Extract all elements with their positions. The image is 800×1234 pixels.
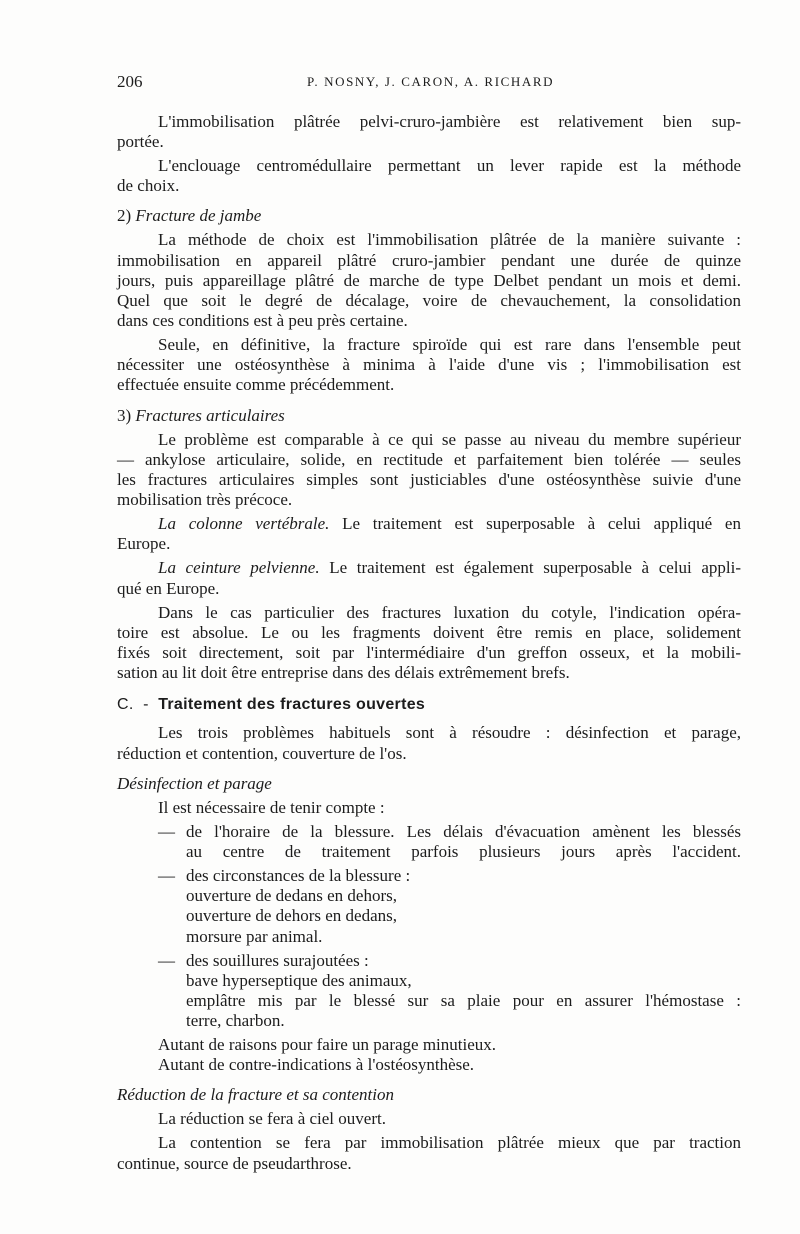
text: La méthode de choix est l'immobilisation plâtrée de la manière suivante : — [158, 230, 741, 250]
page-header — [117, 72, 741, 94]
text-line — [117, 355, 741, 375]
text-line — [117, 1055, 741, 1075]
text-line — [117, 971, 741, 991]
paragraph — [117, 112, 741, 152]
subsection-heading — [117, 774, 741, 794]
text-line — [117, 643, 741, 663]
text: Seule, en définitive, la fracture spiroïde qui est rare dans l'ensemble peut — [158, 335, 741, 355]
text: de l'horaire de la blessure. Les délais d'évacuation amènent les blessés — [186, 821, 741, 841]
text-line — [117, 558, 741, 578]
text: sation au lit doit être entreprise dans des délais extrêmement brefs. — [117, 663, 570, 683]
text-line — [117, 156, 741, 176]
text: ouverture de dedans en dehors, — [186, 886, 398, 906]
text-line — [117, 842, 741, 862]
text-line — [117, 1085, 741, 1105]
text-line — [117, 450, 741, 470]
text: nécessiter une ostéosynthèse à minima à l'aide d'une vis ; l'immobilisation est — [117, 355, 741, 375]
subsection-heading — [117, 206, 741, 226]
text-line — [117, 311, 741, 331]
running-head-authors: P. NOSNY, J. CARON, A. RICHARD — [307, 74, 555, 89]
paragraph — [117, 335, 741, 396]
text-line — [117, 991, 741, 1011]
text: Il est nécessaire de tenir compte : — [158, 797, 385, 817]
paragraph — [117, 1109, 741, 1129]
text-line — [117, 514, 741, 534]
text: terre, charbon. — [186, 1011, 285, 1031]
text: L'enclouage centromédullaire permettant un lever rapide est la méthode — [158, 155, 741, 175]
italic-text: La colonne vertébrale. — [158, 514, 330, 534]
text-line — [117, 951, 741, 971]
text: 3) — [117, 405, 136, 425]
text: des souillures surajoutées : — [186, 950, 369, 970]
text-line — [117, 798, 741, 818]
text-line — [117, 579, 741, 599]
paragraph — [117, 514, 741, 554]
text: C. - — [117, 696, 159, 714]
text: au centre de traitement parfois plusieurs jours après l'accident. — [186, 841, 741, 861]
text: mobilisation très précoce. — [117, 490, 293, 510]
text: des circonstances de la blessure : — [186, 865, 411, 885]
text: Le problème est comparable à ce qui se passe au niveau du membre supérieur — [158, 429, 741, 449]
text: La contention se fera par immobilisation plâtrée mieux que par traction — [158, 1133, 741, 1153]
text-line — [117, 774, 741, 794]
em-dash-bullet: — — [158, 865, 175, 885]
text-line — [117, 886, 741, 906]
text: Autant de contre-indications à l'ostéosynthèse. — [158, 1055, 475, 1075]
text-line — [117, 1011, 741, 1031]
list-item — [117, 822, 741, 862]
text-line — [117, 112, 741, 132]
page-number: 206 — [117, 72, 143, 91]
text: Autant de raisons pour faire un parage minutieux. — [158, 1035, 497, 1055]
text-line — [117, 623, 741, 643]
text-line — [117, 176, 741, 196]
em-dash-bullet: — — [158, 821, 175, 841]
italic-text: Réduction de la fracture et sa contention — [117, 1085, 394, 1105]
italic-text: Fractures articulaires — [135, 405, 285, 425]
list-item — [117, 866, 741, 947]
text-line — [117, 271, 741, 291]
text-line — [117, 1133, 741, 1153]
subsection-heading — [117, 1085, 741, 1105]
text-line — [117, 1035, 741, 1055]
text: ouverture de dehors en dedans, — [186, 906, 398, 926]
paragraph — [117, 1133, 741, 1173]
text-line — [117, 695, 741, 715]
text-line — [117, 603, 741, 623]
text-line — [117, 1154, 741, 1174]
text: Europe. — [117, 534, 171, 554]
text: de choix. — [117, 176, 180, 196]
text: — ankylose articulaire, solide, en rectitude et parfaitement bien tolérée — seules — [117, 449, 741, 469]
text-line — [117, 406, 741, 426]
paragraph — [117, 430, 741, 511]
text-line — [117, 291, 741, 311]
text-line — [117, 375, 741, 395]
text-line — [117, 927, 741, 947]
text-line — [117, 1109, 741, 1129]
body-text — [117, 108, 741, 1174]
text: Dans le cas particulier des fractures luxation du cotyle, l'indication opéra- — [158, 602, 741, 622]
bold-heading-text: Traitement des fractures ouvertes — [158, 696, 426, 714]
italic-text: Fracture de jambe — [135, 206, 262, 226]
text-line — [117, 470, 741, 490]
paragraph — [117, 230, 741, 331]
text: immobilisation en appareil plâtré cruro-jambier pendant une durée de quinze — [117, 250, 741, 270]
text: Le traitement est également superposable à celui appli- — [319, 558, 741, 578]
text: jours, puis appareillage plâtré de marche de type Delbet pendant un mois et demi. — [117, 270, 741, 290]
text-line — [117, 534, 741, 554]
text-line — [117, 906, 741, 926]
paragraph — [117, 723, 741, 763]
paragraph — [117, 558, 741, 598]
italic-text: Désinfection et parage — [117, 773, 272, 793]
text: réduction et contention, couverture de l'os. — [117, 743, 407, 763]
text: fixés soit directement, soit par l'intermédiaire d'un greffon osseux, et la mobili- — [117, 642, 741, 662]
text-line — [117, 822, 741, 842]
text: emplâtre mis par le blessé sur sa plaie pour en assurer l'hémostase : — [186, 990, 741, 1010]
text-line — [117, 132, 741, 152]
text: toire est absolue. Le ou les fragments doivent être remis en place, solidement — [117, 622, 741, 642]
text-line — [117, 251, 741, 271]
text-line — [117, 744, 741, 764]
text-line — [117, 430, 741, 450]
paragraph — [117, 798, 741, 818]
text: dans ces conditions est à peu près certaine. — [117, 311, 408, 331]
paragraph — [117, 603, 741, 684]
section-heading — [117, 695, 741, 715]
text-line — [117, 866, 741, 886]
text: qué en Europe. — [117, 578, 220, 598]
paragraph — [117, 1035, 741, 1075]
text-line — [117, 723, 741, 743]
text: Le traitement est superposable à celui appliqué en — [329, 514, 741, 534]
text: morsure par animal. — [186, 926, 323, 946]
text: bave hyperseptique des animaux, — [186, 970, 412, 990]
text: L'immobilisation plâtrée pelvi-cruro-jambière est relativement bien sup- — [158, 111, 741, 131]
text-line — [117, 490, 741, 510]
subsection-heading — [117, 406, 741, 426]
text: portée. — [117, 131, 164, 151]
text-line — [117, 206, 741, 226]
text-line — [117, 335, 741, 355]
text-line — [117, 230, 741, 250]
text: Quel que soit le degré de décalage, voire de chevauchement, la consolidation — [117, 290, 741, 310]
list-item — [117, 951, 741, 1032]
em-dash-bullet: — — [158, 950, 175, 970]
text-line — [117, 663, 741, 683]
text: 2) — [117, 206, 136, 226]
paragraph — [117, 156, 741, 196]
text: effectuée ensuite comme précédemment. — [117, 375, 395, 395]
text: continue, source de pseudarthrose. — [117, 1153, 352, 1173]
italic-text: La ceinture pelvienne. — [158, 558, 320, 578]
text: Les trois problèmes habituels sont à résoudre : désinfection et parage, — [158, 723, 741, 743]
text: La réduction se fera à ciel ouvert. — [158, 1109, 386, 1129]
text: les fractures articulaires simples sont justiciables d'une ostéosynthèse suivie d'une — [117, 469, 741, 489]
